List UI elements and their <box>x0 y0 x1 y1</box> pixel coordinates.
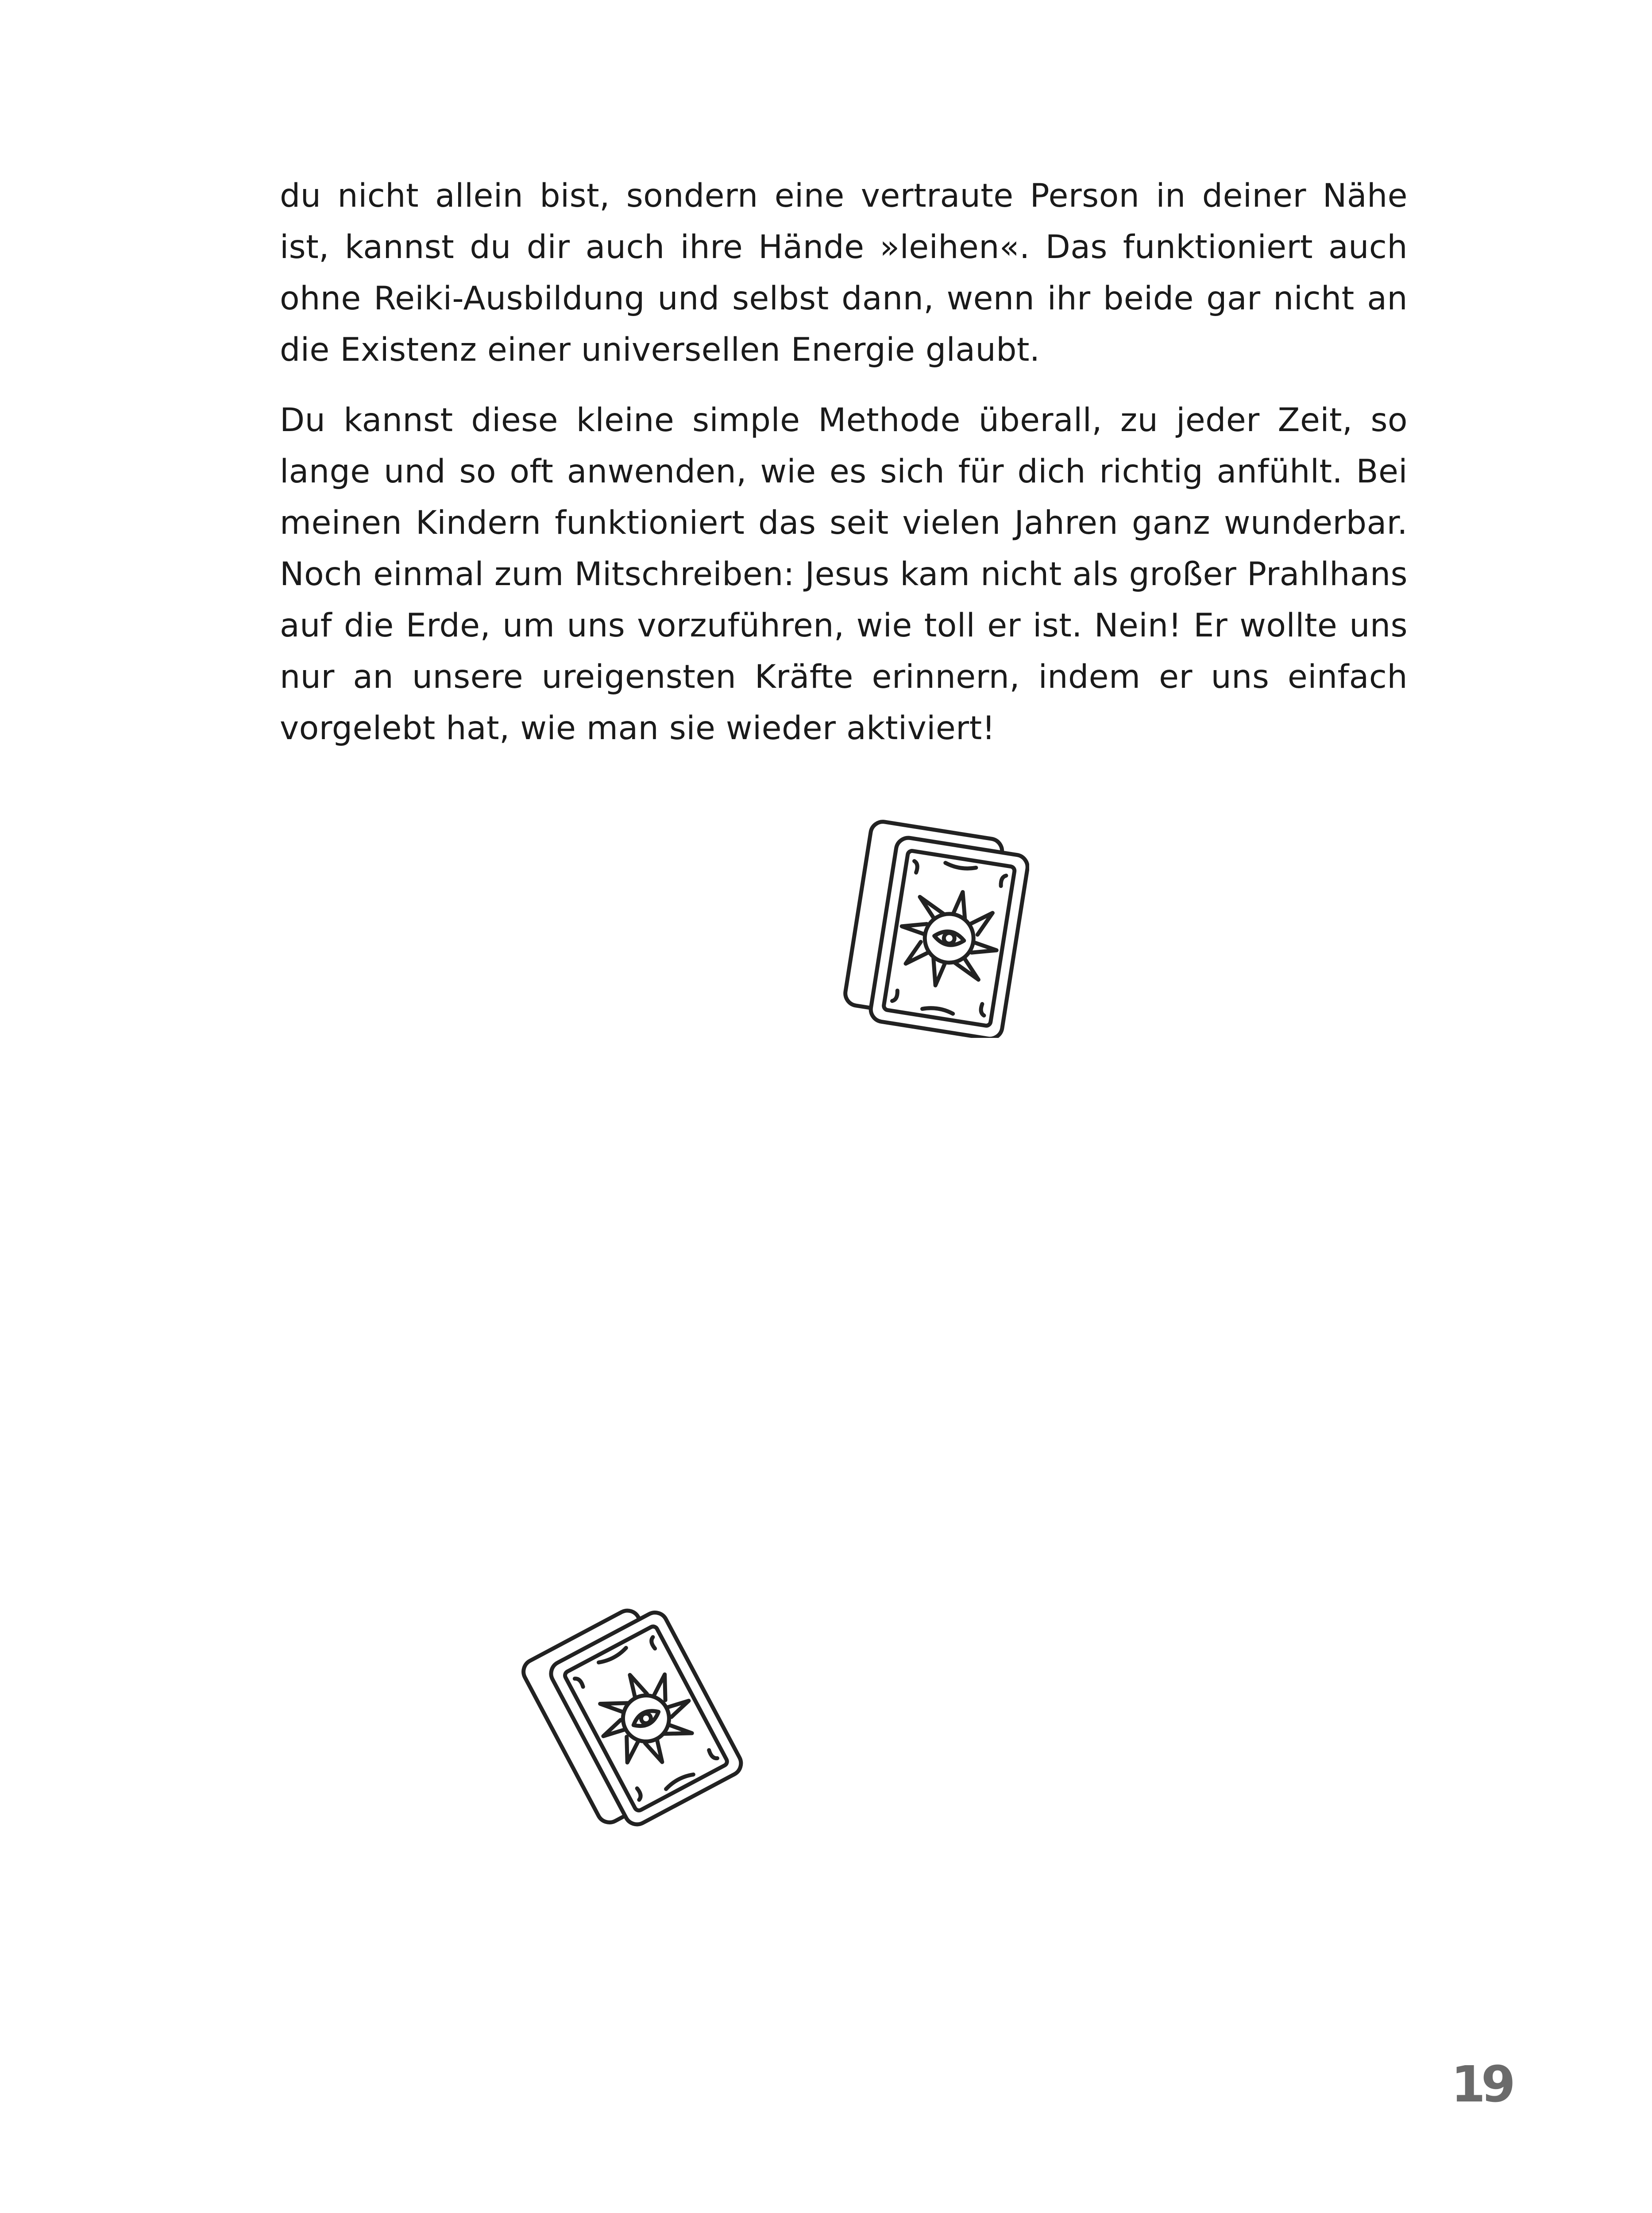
paragraph: du nicht allein bist, sondern eine vertraute Person in deiner Nähe ist, kannst du dir auch ihre Hände »leihen«. Das funktioniert auch ohne Reiki-Ausbildung und selbst dann, wenn ihr beide gar nicht an die Existenz einer universellen Energie glaubt. <box>280 177 1408 369</box>
tarot-cards-icon <box>839 817 1029 1038</box>
tarot-cards-icon <box>516 1604 750 1835</box>
page-number: 19 <box>1451 2056 1511 2113</box>
body-text <box>280 170 1408 773</box>
paragraph: Du kannst diese kleine simple Methode überall, zu jeder Zeit, so lange und so oft anwenden, wie es sich für dich richtig anfühlt. Bei meinen Kindern funktioniert das seit vielen Jahren ganz wunderbar. Noch einmal zum Mitschreiben: Jesus kam nicht als großer Prahlhans auf die Erde, um uns vorzuführen, wie toll er ist. Nein! Er wollte uns nur an unsere ureigensten Kräfte erinnern, indem er uns einfach vorgelebt hat, wie man sie wieder aktiviert! <box>280 401 1408 747</box>
